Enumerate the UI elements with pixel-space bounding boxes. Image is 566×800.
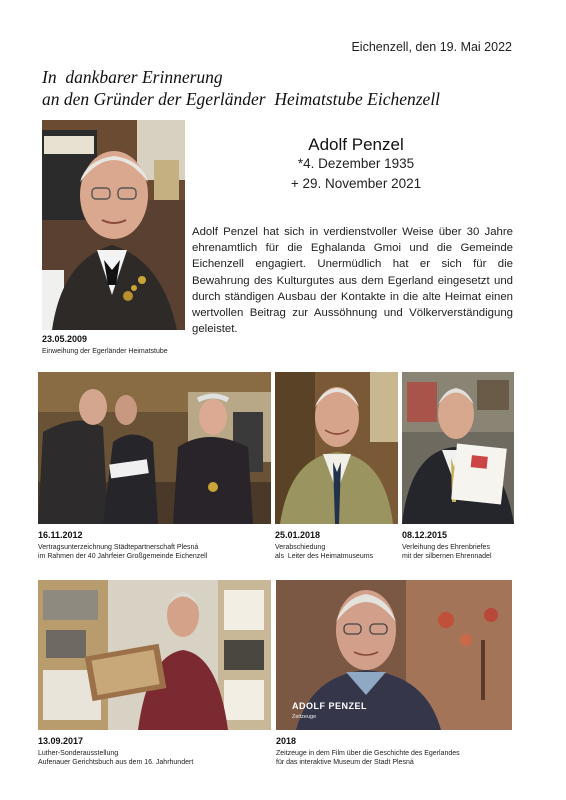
caption-date: 2018	[276, 736, 297, 746]
caption-text: mit der silbernen Ehrennadel	[402, 553, 492, 561]
caption-text: als Leiter des Heimatmuseums	[275, 553, 374, 561]
caption-date: 08.12.2015	[402, 530, 448, 540]
caption-6	[276, 736, 516, 768]
caption-date: 23.05.2009	[42, 334, 88, 344]
caption-text: Einweihung der Egerländer Heimatstube	[42, 348, 168, 355]
caption-4	[402, 530, 532, 562]
caption-text: für das interaktive Museum der Stadt Plesná	[276, 759, 414, 767]
caption-text: im Rahmen der 40 Jahrfeier Großgemeinde Eichenzell	[38, 553, 208, 561]
person-name: Adolf Penzel	[308, 135, 404, 154]
death-date: + 29. November 2021	[290, 176, 422, 191]
caption-text: Verleihung des Ehrenbriefes	[402, 544, 490, 551]
portrait-photo	[42, 120, 185, 330]
film-subtitle-overlay: Zeitzeuge	[292, 714, 317, 720]
photo-luther-exhibition	[38, 580, 271, 730]
film-title-overlay: ADOLF PENZEL	[292, 701, 367, 711]
photo-film-still	[276, 580, 512, 730]
caption-5	[38, 736, 271, 768]
caption-date: 13.09.2017	[38, 736, 84, 746]
date-line: Eichenzell, den 19. Mai 2022	[351, 40, 512, 54]
heading-line-1: In dankbarer Erinnerung	[42, 67, 223, 87]
caption-2	[38, 530, 271, 562]
photo-partnership-signing	[38, 372, 271, 524]
photo-farewell	[275, 372, 398, 524]
heading-line-2: an den Gründer der Egerländer Heimatstube Eichenzell	[42, 89, 441, 109]
caption-text: Vertragsunterzeichnung Städtepartnerschaft Plesná	[38, 544, 199, 551]
photo-honorary-letter	[402, 372, 514, 524]
caption-text: Zeitzeuge in dem Film über die Geschichte des Egerlandes	[276, 750, 460, 757]
caption-text: Verabschiedung	[275, 544, 326, 551]
birth-date: *4. Dezember 1935	[297, 156, 415, 171]
memorial-heading	[42, 66, 440, 110]
caption-3	[275, 530, 398, 562]
caption-date: 25.01.2018	[275, 530, 321, 540]
caption-1	[42, 334, 192, 356]
biography-text: Adolf Penzel hat sich in verdienstvoller Weise über 30 Jahre ehrenamtlich für die Eghalanda Gmoi und die Gemeinde Eichenzell engagiert. Unermüdlich hat er sich für die Bewahrung des Kulturgutes aus dem Egerland eingesetzt und durch ständigen Ausbau der Kontakte in die alte Heimat einen wertvollen Beitrag zur Aussöhnung und Völkerverständigung geleistet.	[192, 226, 513, 336]
caption-text: Aufenauer Gerichtsbuch aus dem 16. Jahrhundert	[38, 759, 194, 767]
caption-text: Luther-Sonderausstellung	[38, 750, 119, 757]
caption-date: 16.11.2012	[38, 530, 83, 540]
